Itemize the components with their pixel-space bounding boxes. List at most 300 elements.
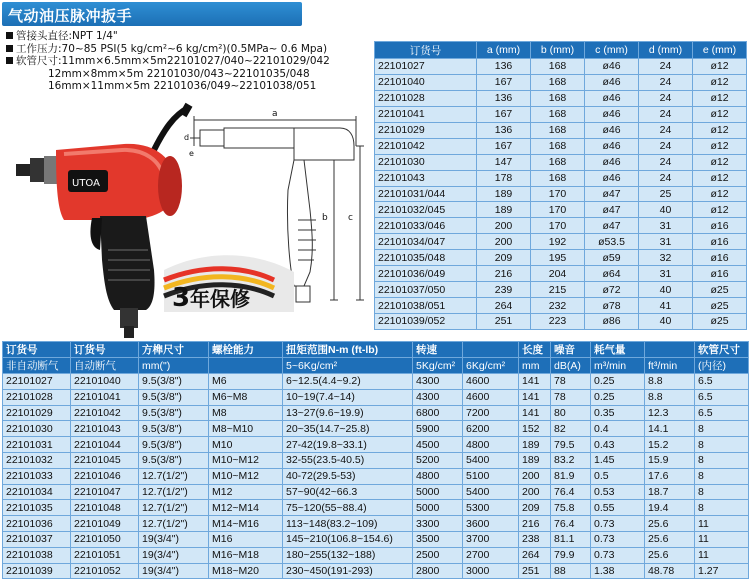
spec-cell: 11 [695,516,749,532]
dimension-table-row [375,122,747,138]
dimension-cell: 204 [531,266,585,282]
spec-cell: 4600 [463,389,519,405]
spec-cell: 22101031 [3,437,71,453]
dimension-cell: 168 [531,122,585,138]
dimension-cell: 136 [477,122,531,138]
spec-cell: 75.8 [551,500,591,516]
svg-text:UTOA: UTOA [72,178,100,189]
spec-cell: 4300 [413,389,463,405]
dimension-table-row [375,282,747,298]
spec-table-row [3,468,749,484]
spec-cell: 0.25 [591,374,645,390]
spec-cell: 5000 [413,484,463,500]
spec-cell: 4600 [463,374,519,390]
dimension-cell: ø64 [585,266,639,282]
order-no-cell: 22101038/051 [375,298,477,314]
dimension-cell: 24 [639,170,693,186]
order-no-cell: 22101032/045 [375,202,477,218]
dimension-cell: ø46 [585,74,639,90]
spec-cell: 14.1 [645,421,695,437]
dimension-cell: 170 [531,186,585,202]
spec-cell: 22101041 [71,389,139,405]
spec-cell: 32-55(23.5-40.5) [283,452,413,468]
spec-cell: 9.5(3/8") [139,421,209,437]
order-no-cell: 22101040 [375,74,477,90]
dimension-cell: ø46 [585,90,639,106]
dimension-cell: ø12 [693,90,747,106]
dimension-cell: ø12 [693,202,747,218]
spec-cell: 0.5 [591,468,645,484]
spec-cell: 230~450(191-293) [283,563,413,579]
dimension-cell: 24 [639,138,693,154]
dimension-cell: ø72 [585,282,639,298]
header-c: c (mm) [585,42,639,59]
spec-header-cell: 软管尺寸 [695,342,749,358]
spec-cell: 22101037 [3,531,71,547]
dimension-cell: ø46 [585,59,639,75]
warranty-badge [164,255,294,313]
spec-table-row [3,421,749,437]
spec-cell: 141 [519,374,551,390]
dimension-cell: ø47 [585,186,639,202]
spec-cell: 0.35 [591,405,645,421]
spec-cell: M10~M12 [209,452,283,468]
svg-text:e: e [189,149,194,158]
spec-cell: 0.73 [591,531,645,547]
svg-text:c: c [348,213,353,223]
spec-cell: 1.27 [695,563,749,579]
spec-cell: 13~27(9.6~19.9) [283,405,413,421]
spec-table-header [3,342,749,358]
svg-text:b: b [322,213,328,223]
dimension-table-row [375,186,747,202]
dimension-table-row [375,74,747,90]
order-no-cell: 22101043 [375,170,477,186]
spec-cell: 11 [695,531,749,547]
spec-cell: 78 [551,374,591,390]
spec-cell: 5900 [413,421,463,437]
spec-cell: 22101027 [3,374,71,390]
dimension-cell: ø46 [585,122,639,138]
dimension-cell: ø53.5 [585,234,639,250]
spec-cell: 113~148(83.2~109) [283,516,413,532]
spec-cell: 22101044 [71,437,139,453]
spec-cell: 264 [519,547,551,563]
dimension-table-row [375,90,747,106]
dimension-cell: 40 [639,202,693,218]
spec-cell: 9.5(3/8") [139,452,209,468]
dimension-cell: ø25 [693,314,747,330]
dimension-cell: 178 [477,170,531,186]
spec-cell: 6~12.5(4.4~9.2) [283,374,413,390]
spec-cell: 22101033 [3,468,71,484]
spec-subheader-cell: 6Kg/cm² [463,358,519,374]
dimension-cell: ø25 [693,282,747,298]
order-no-cell: 22101030 [375,154,477,170]
spec-header-cell: 螺栓能力 [209,342,283,358]
dimension-cell: 189 [477,202,531,218]
spec-cell: 48.78 [645,563,695,579]
spec-cell: 141 [519,405,551,421]
spec-cell: 216 [519,516,551,532]
spec-cell: 81.1 [551,531,591,547]
spec-cell: 22101049 [71,516,139,532]
spec-cell: 22101029 [3,405,71,421]
dimension-cell: ø12 [693,170,747,186]
spec-cell: 3600 [463,516,519,532]
spec-cell: M10~M12 [209,468,283,484]
spec-cell: 180~255(132~188) [283,547,413,563]
dimension-cell: 147 [477,154,531,170]
spec-cell: 209 [519,500,551,516]
spec-cell: 2800 [413,563,463,579]
dimension-cell: ø78 [585,298,639,314]
spec-cell: 19(3/4") [139,547,209,563]
dimension-cell: ø16 [693,218,747,234]
spec-header-cell: 订货号 [71,342,139,358]
dimension-cell: 168 [531,74,585,90]
bullet-icon [6,45,13,52]
dimension-cell: ø46 [585,106,639,122]
header-d: d (mm) [639,42,693,59]
dimension-table-row [375,170,747,186]
spec-cell: 5400 [463,452,519,468]
spec-subheader-cell: mm [519,358,551,374]
spec-cell: 5400 [463,484,519,500]
spec-cell: 4800 [413,468,463,484]
svg-text:a: a [272,109,278,119]
dimension-cell: ø12 [693,186,747,202]
spec-table-row [3,531,749,547]
product-figure [4,100,370,342]
spec-cell: 5000 [413,500,463,516]
svg-text:3: 3 [172,283,191,313]
spec-cell: 200 [519,484,551,500]
dimension-cell: 167 [477,74,531,90]
spec-cell: 76.4 [551,516,591,532]
spec-hose-size: 软管尺寸:11mm×6.5mm×5m22101027/040~22101029/042 [6,55,368,68]
spec-subheader-cell: ft³/min [645,358,695,374]
dimension-table-row [375,234,747,250]
dimension-table-row [375,154,747,170]
dimension-cell: 223 [531,314,585,330]
spec-cell: 22101046 [71,468,139,484]
order-no-cell: 22101039/052 [375,314,477,330]
spec-cell: 8 [695,437,749,453]
spec-cell: M18~M20 [209,563,283,579]
spec-header-cell: 方榫尺寸 [139,342,209,358]
spec-cell: 79.9 [551,547,591,563]
spec-cell: 11 [695,547,749,563]
spec-cell: 22101045 [71,452,139,468]
spec-cell: 22101038 [3,547,71,563]
spec-cell: 8 [695,421,749,437]
spec-cell: 2700 [463,547,519,563]
spec-cell: 152 [519,421,551,437]
spec-pressure: 工作压力:70~85 PSI(5 kg/cm²~6 kg/cm²)(0.5MPa~ 0.6 Mpa) [6,43,368,56]
dimension-table-row [375,266,747,282]
order-no-cell: 22101041 [375,106,477,122]
spec-cell: 4500 [413,437,463,453]
spec-subheader-cell: 5Kg/cm² [413,358,463,374]
spec-table-row [3,500,749,516]
dimension-table-row [375,218,747,234]
spec-cell: 22101036 [3,516,71,532]
dimension-cell: 189 [477,186,531,202]
dimension-table-row [375,106,747,122]
spec-cell: 22101030 [3,421,71,437]
dimension-cell: ø59 [585,250,639,266]
spec-cell: 0.4 [591,421,645,437]
header-order-no: 订货号 [375,42,477,59]
spec-cell: 79.5 [551,437,591,453]
dimension-cell: 25 [639,186,693,202]
spec-cell: 12.7(1/2") [139,484,209,500]
spec-cell: 22101052 [71,563,139,579]
spec-cell: M16 [209,531,283,547]
dimension-cell: 24 [639,154,693,170]
spec-cell: M6 [209,374,283,390]
spec-cell: 27-42(19.8~33.1) [283,437,413,453]
spec-list [6,30,368,93]
spec-cell: 145~210(106.8~154.6) [283,531,413,547]
spec-cell: M14~M16 [209,516,283,532]
spec-cell: 0.53 [591,484,645,500]
spec-cell: 6200 [463,421,519,437]
spec-cell: 22101042 [71,405,139,421]
spec-cell: 22101047 [71,484,139,500]
spec-cell: 4800 [463,437,519,453]
dimension-cell: 40 [639,314,693,330]
dimension-cell: ø12 [693,106,747,122]
spec-subheader-cell: 5~6Kg/cm² [283,358,413,374]
order-no-cell: 22101031/044 [375,186,477,202]
spec-cell: 22101040 [71,374,139,390]
spec-cell: 0.73 [591,516,645,532]
dimension-cell: 24 [639,106,693,122]
dimension-table-row [375,202,747,218]
dimension-cell: 251 [477,314,531,330]
dimension-cell: 168 [531,59,585,75]
dimension-cell: 167 [477,106,531,122]
spec-cell: 6.5 [695,389,749,405]
spec-cell: M16~M18 [209,547,283,563]
dimension-cell: ø12 [693,154,747,170]
spec-table-row [3,405,749,421]
spec-cell: 9.5(3/8") [139,374,209,390]
spec-cell: 20~35(14.7~25.8) [283,421,413,437]
dimension-cell: 192 [531,234,585,250]
spec-header-cell: 噪音 [551,342,591,358]
spec-cell: 9.5(3/8") [139,405,209,421]
spec-subheader-cell: mm(") [139,358,209,374]
bullet-icon [6,57,13,64]
dimension-cell: 24 [639,90,693,106]
spec-cell: 80 [551,405,591,421]
spec-cell: 8.8 [645,389,695,405]
spec-cell: 22101050 [71,531,139,547]
spec-cell: 18.7 [645,484,695,500]
dimension-table [374,41,747,330]
spec-cell: 12.7(1/2") [139,468,209,484]
spec-cell: 141 [519,389,551,405]
dimension-cell: 41 [639,298,693,314]
spec-subheader-cell: m³/min [591,358,645,374]
order-no-cell: 22101027 [375,59,477,75]
spec-header-cell: 转速 [413,342,463,358]
dimension-table-header [375,42,747,59]
dimension-cell: 215 [531,282,585,298]
spec-cell: 8 [695,468,749,484]
svg-text:d: d [184,133,190,142]
spec-cell: 3700 [463,531,519,547]
spec-cell: 19.4 [645,500,695,516]
spec-subheader-cell: (内径) [695,358,749,374]
dimension-cell: 209 [477,250,531,266]
order-no-cell: 22101042 [375,138,477,154]
spec-table-row [3,516,749,532]
dimension-cell: 170 [531,202,585,218]
spec-cell: 10~19(7.4~14) [283,389,413,405]
spec-cell: 76.4 [551,484,591,500]
dimension-cell: 24 [639,122,693,138]
dimension-cell: 264 [477,298,531,314]
spec-cell: 0.73 [591,547,645,563]
dimension-cell: 232 [531,298,585,314]
dimension-cell: 31 [639,266,693,282]
dimension-cell: 170 [531,218,585,234]
dimension-cell: ø12 [693,122,747,138]
spec-cell: M12~M14 [209,500,283,516]
spec-cell: M12 [209,484,283,500]
spec-table-subheader [3,358,749,374]
dimension-cell: ø47 [585,202,639,218]
spec-cell: 15.9 [645,452,695,468]
dimension-cell: ø47 [585,218,639,234]
spec-cell: 22101048 [71,500,139,516]
spec-cell: 0.25 [591,389,645,405]
spec-cell: 8 [695,484,749,500]
dimension-cell: 167 [477,138,531,154]
dimension-cell: 168 [531,170,585,186]
spec-cell: 25.6 [645,531,695,547]
spec-cell: 238 [519,531,551,547]
spec-cell: 6.5 [695,374,749,390]
spec-cell: 83.2 [551,452,591,468]
dimension-table-row [375,138,747,154]
spec-table-row [3,563,749,579]
spec-cell: 9.5(3/8") [139,389,209,405]
spec-header-cell [463,342,519,358]
dimension-cell: ø25 [693,298,747,314]
dimension-cell: 24 [639,59,693,75]
spec-cell: 8 [695,452,749,468]
dimension-cell: 200 [477,234,531,250]
spec-cell: 7200 [463,405,519,421]
dimension-cell: ø46 [585,154,639,170]
spec-cell: 5300 [463,500,519,516]
order-no-cell: 22101036/049 [375,266,477,282]
spec-cell: 5200 [413,452,463,468]
spec-cell: 57~90(42~66.3 [283,484,413,500]
dimension-cell: 216 [477,266,531,282]
spec-cell: 200 [519,468,551,484]
spec-cell: 12.3 [645,405,695,421]
dimension-cell: ø12 [693,138,747,154]
bullet-icon [6,32,13,39]
dimension-cell: 40 [639,282,693,298]
header-e: e (mm) [693,42,747,59]
dimension-cell: 168 [531,138,585,154]
dimension-cell: ø86 [585,314,639,330]
spec-cell: 22101043 [71,421,139,437]
dimension-table-row [375,298,747,314]
spec-header-cell: 扭矩范围N-m (ft-lb) [283,342,413,358]
dimension-cell: 168 [531,90,585,106]
spec-cell: 81.9 [551,468,591,484]
dimension-cell: 239 [477,282,531,298]
dimension-cell: 31 [639,218,693,234]
spec-cell: 19(3/4") [139,563,209,579]
spec-cell: 1.38 [591,563,645,579]
dimension-cell: ø12 [693,59,747,75]
order-no-cell: 22101029 [375,122,477,138]
dimension-table-row [375,250,747,266]
spec-cell: 251 [519,563,551,579]
dimension-cell: 200 [477,218,531,234]
spec-cell: 22101028 [3,389,71,405]
spec-cell: 15.2 [645,437,695,453]
spec-cell: 17.6 [645,468,695,484]
spec-hose-size-line2: 12mm×8mm×5m 22101030/043~22101035/048 [48,67,310,80]
spec-header-cell [645,342,695,358]
spec-air-inlet: 管接头直径:NPT 1/4" [6,30,368,43]
dimension-cell: 168 [531,154,585,170]
spec-table-row [3,484,749,500]
spec-cell: M10 [209,437,283,453]
spec-cell: 4300 [413,374,463,390]
spec-cell: 40-72(29.5-53) [283,468,413,484]
spec-cell: 75~120(55~88.4) [283,500,413,516]
header-b: b (mm) [531,42,585,59]
spec-cell: 8 [695,500,749,516]
dimension-cell: 24 [639,74,693,90]
spec-cell: 0.43 [591,437,645,453]
spec-cell: 189 [519,452,551,468]
svg-text:年保修: 年保修 [190,287,250,311]
spec-cell: 0.55 [591,500,645,516]
spec-subheader-cell [209,358,283,374]
dimension-cell: 31 [639,234,693,250]
spec-table-row [3,437,749,453]
spec-table-row [3,374,749,390]
spec-cell: 22101035 [3,500,71,516]
spec-table [2,341,749,579]
spec-header-cell: 订货号 [3,342,71,358]
spec-cell: 25.6 [645,516,695,532]
dimension-cell: 136 [477,59,531,75]
spec-cell: 19(3/4") [139,531,209,547]
spec-cell: 5100 [463,468,519,484]
dimension-cell: 32 [639,250,693,266]
dimension-cell: ø16 [693,234,747,250]
spec-cell: M8 [209,405,283,421]
spec-cell: 9.5(3/8") [139,437,209,453]
spec-cell: M8~M10 [209,421,283,437]
spec-subheader-cell: 非自动断气 [3,358,71,374]
spec-cell: 25.6 [645,547,695,563]
spec-cell: 22101039 [3,563,71,579]
